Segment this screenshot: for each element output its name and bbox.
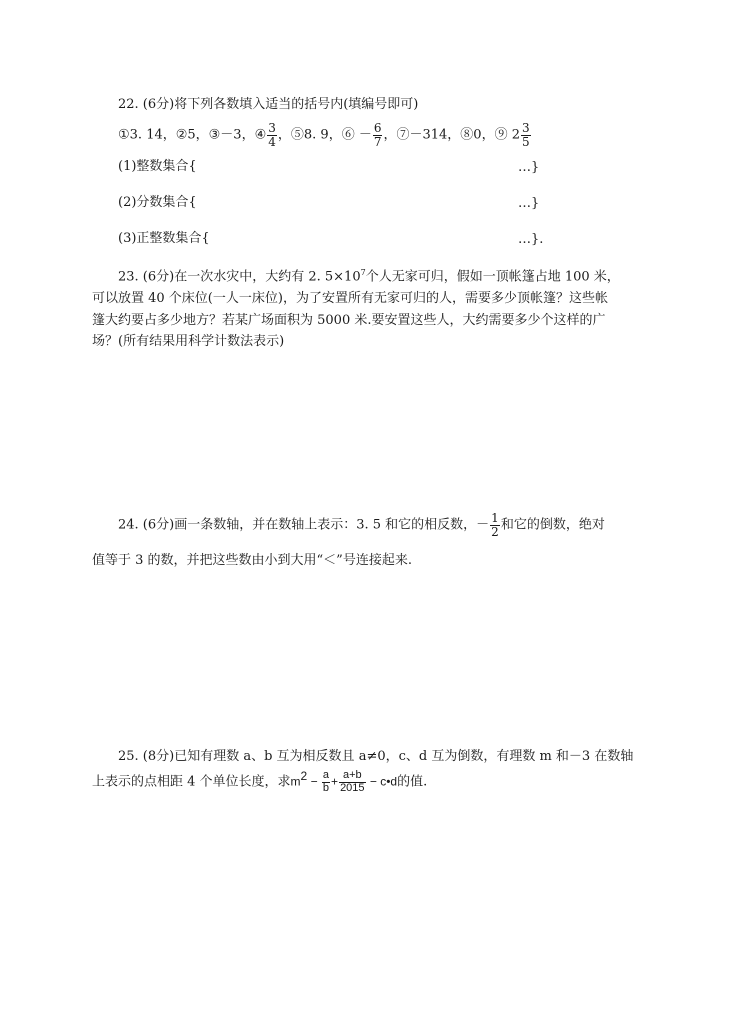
q22-set1-label: (1)整数集合{	[118, 159, 197, 174]
q23-line3: 篷大约要占多少地方？若某广场面积为 5000 米.要安置这些人，大约需要多少个这样的广	[92, 313, 606, 328]
expr-m: m	[290, 774, 301, 789]
q23-line2: 可以放置 40 个床位(一人一床位)，为了安置所有无家可归的人，需要多少顶帐篷？这些帐	[92, 291, 608, 306]
q25-line2: 上表示的点相距 4 个单位长度，求m2 − $\frac{a}{b}$ + $\frac{a+b}{2015}$ − c•d的值.	[92, 769, 428, 794]
q22-set1-end: …}	[518, 160, 540, 175]
q23-line1: 23. (6分)在一次水灾中，大约有 2. $5\times 10^7$个人无家可归，假如一顶帐篷占地 100 米，	[118, 268, 620, 285]
fraction-aplusb-2015: $\frac{a+b}{2015}$	[340, 769, 365, 794]
fraction-a-b: $\frac{a}{b}$	[322, 769, 330, 794]
fraction-3-4: $\frac{3}{4}$	[268, 121, 276, 149]
q22-set3-end: …}.	[518, 232, 544, 247]
q22-set2-end: …}	[518, 196, 540, 211]
q23-line4: 场？(所有结果用科学计数法表示)	[92, 334, 285, 349]
q25-line1: 25. (8分)已知有理数 a、b 互为相反数且 a≠0，c、d 互为倒数，有理数 m 和－3 在数轴	[118, 749, 634, 764]
q22-items: ①3. 14，②5，③－3，④ $\frac{3}{4}$ ，⑤8. 9，⑥ － $\frac{6}{7}$ ，⑦－314，⑧0，⑨ 2 $\frac{3}{5}$	[118, 121, 530, 149]
fraction-3-5: $\frac{3}{5}$	[521, 121, 530, 149]
fraction-6-7: $\frac{6}{7}$	[373, 121, 382, 149]
q22-set2-label: (2)分数集合{	[118, 195, 197, 210]
q22-set3-label: (3)正整数集合{	[118, 231, 210, 246]
q22-title: 22. (6分)将下列各数填入适当的括号内(填编号即可)	[118, 97, 419, 112]
q24-line2: 值等于 3 的数，并把这些数由小到大用“＜”号连接起来.	[92, 553, 412, 568]
fraction-1-2: $\frac{1}{2}$	[491, 511, 499, 539]
q24-line1: 24. (6分)画一条数轴，并在数轴上表示：3. 5 和它的相反数，－ $\frac{1}{2}$ 和它的倒数，绝对	[118, 511, 605, 539]
